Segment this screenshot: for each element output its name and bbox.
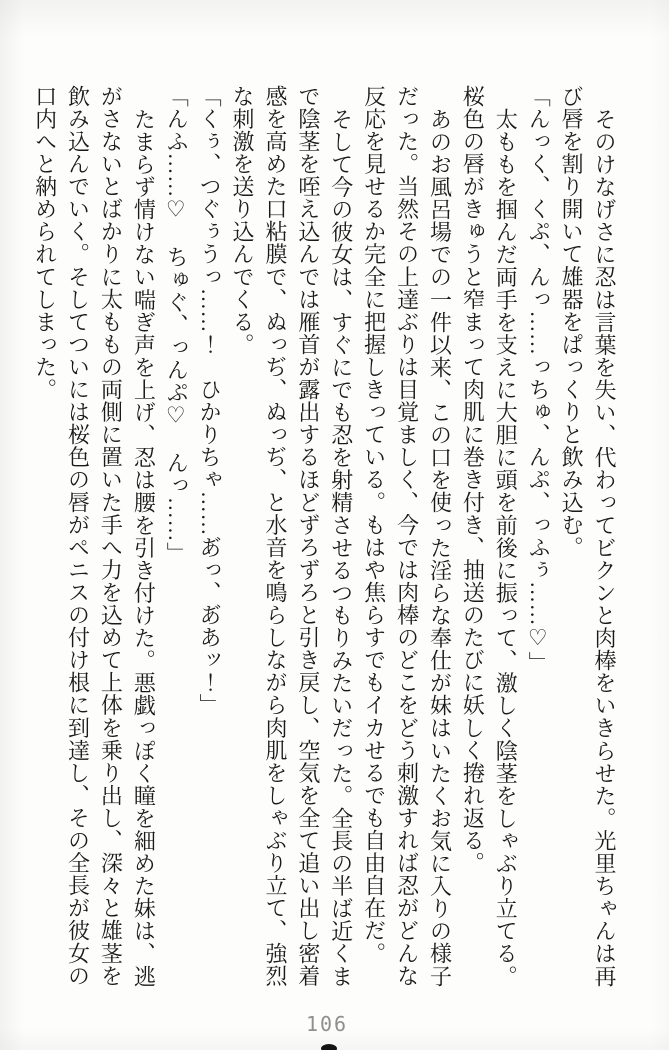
paragraph: そのけなげさに忍は言葉を失い、代わってビクンと肉棒をいきらせた。光里ちゃんは再び唇を割り開いて雄器をぱっくりと飲み込む。: [559, 85, 617, 987]
page-number: 106: [305, 1012, 349, 1036]
paragraph: そして今の彼女は、すぐにでも忍を射精させるつもりみたいだった。全長の半ば近くまで陰茎を咥え込んでは雁首が露出するほどずろずろと引き戻し、空気を全て追い出し密着感を高めた口粘膜で、ぬっぢ、ぬっぢ、と水音を鳴らしながら肉肌をしゃぶり立て、強烈な刺激を送り込んでくる。: [230, 85, 354, 987]
paragraph: 太ももを掴んだ両手を支えに大胆に頭を前後に振って、激しく陰茎をしゃぶり立てる。桜色の唇がきゅうと窄まって肉肌に巻き付き、抽送のたびに妖しく捲れ返る。: [460, 85, 519, 987]
dialogue-line: 「んふ……♡ ちゅぐ、っんぷ♡ んっ……」: [164, 85, 190, 565]
page-text: [26, 85, 620, 991]
paragraph: たまらず情けない喘ぎ声を上げ、忍は腰を引き付けた。悪戯っぽく瞳を細めた妹は、逃がさないとばかりに太ももの両側に置いた手へ力を込めて上体を乗り出し、深々と雄茎を飲み込んでいく。そしてついには桜色の唇がペニスの付け根に到達し、その全長が彼女の口内へと納められてしまった。: [32, 85, 157, 987]
ink-smudge: [321, 1044, 337, 1050]
dialogue-line: 「くぅ、つぐぅうっ……！ ひかりちゃ……あ゙っ、あ゙あッ！」: [197, 85, 223, 717]
dialogue-line: 「んっく、くぷ、んっ……っちゅ、んぷ、っふぅ……♡」: [526, 85, 552, 675]
paragraph: あのお風呂場での一件以来、この口を使った淫らな奉仕が妹はいたくお気に入りの様子だった。当然その上達ぶりは目覚ましく、今では肉棒のどこをどう刺激すれば忍がどんな反応を見せるか完全に把握しきっている。もはや焦らすでもイカせるでも自由自在だ。: [361, 85, 453, 987]
